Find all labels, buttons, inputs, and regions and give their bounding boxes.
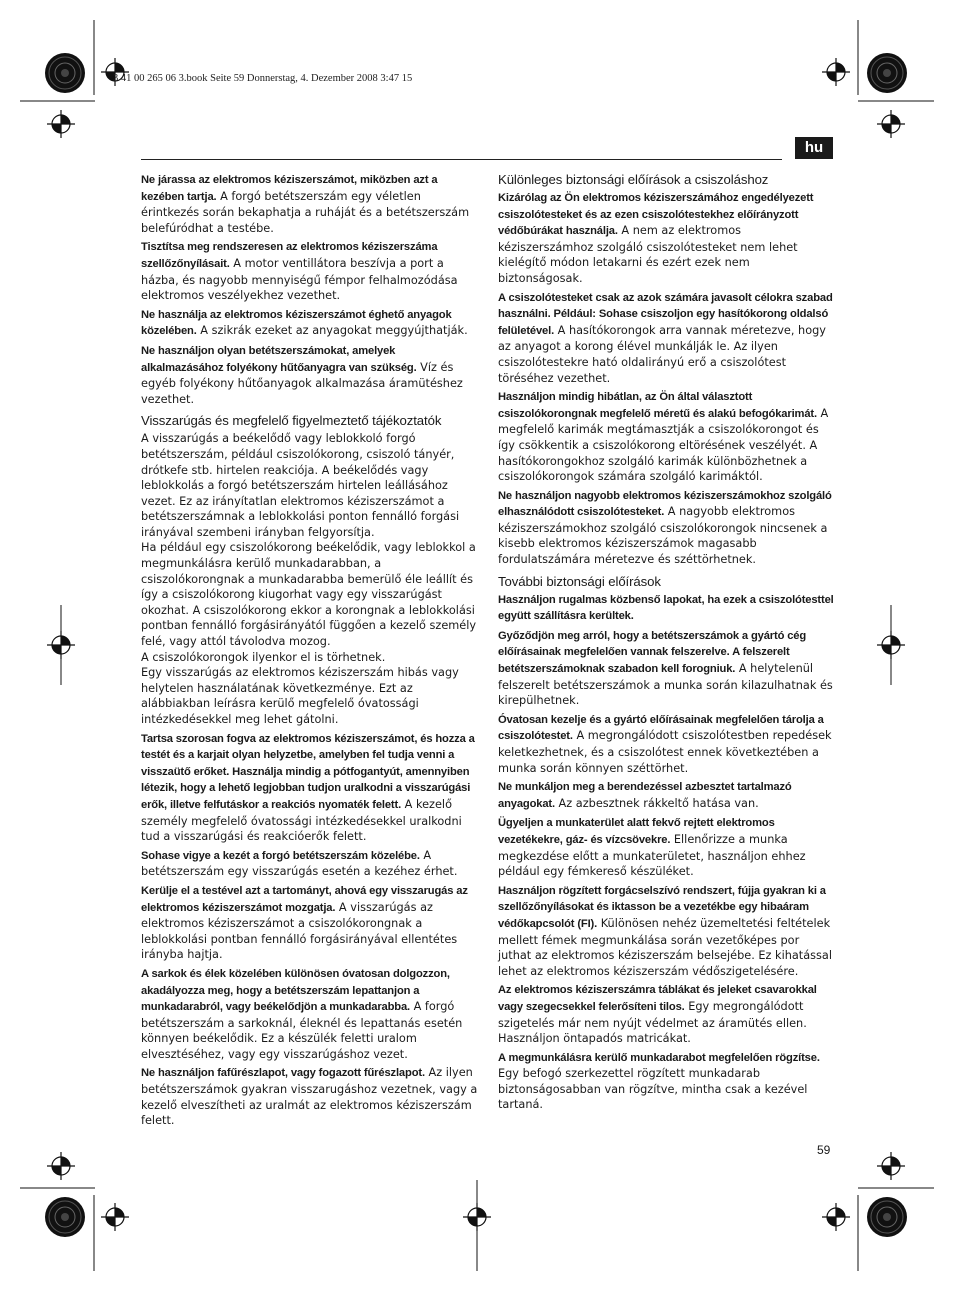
left-column — [141, 172, 479, 1132]
paragraph: Sohase vigye a kezét a forgó betétszerszám közelébe. A betétszerszám egy visszarúgás esetén a kezéhez érhet. — [141, 848, 458, 879]
paragraph: Ne használjon olyan betétszerszámokat, amelyek alkalmazásához folyékony hűtőanyagra van szükség. Víz és egyéb folyékony hűtőanyagok alkalmazása áramütéshez vezethet. — [141, 344, 463, 406]
paragraph: Használjon rugalmas közbenső lapokat, ha ezek a csiszolótesttel együtt szállításra kerültek. — [498, 593, 834, 623]
paragraph: Kizárólag az Ön elektromos kéziszerszámához engedélyezett csiszolótesteket és az ezen csiszolótestekhez előírányzott védőbúrákat használja. A nem az elektromos kéziszerszámhoz szolgáló csiszolótesteket nem lehet kielégítő módon letakarni és ezért ezek nem biztonságosak. — [498, 192, 814, 285]
paragraph: Ne járassa az elektromos kéziszerszámot, miközben azt a kezében tartja. A forgó betétszerszám egy véletlen érintkezés során bekaphatja a ruháját és a betétszerszám belefúródhat a testébe. — [141, 174, 470, 235]
paragraph: Egy visszarúgás az elektromos kéziszerszám hibás vagy helytelen használatának következménye. Ezt az alábbiakban leírásra kerülő megfelelő óvatossági intézkedésekkel meg lehet gátolni. — [141, 666, 459, 726]
file-info-header: 3 41 00 265 06 3.book Seite 59 Donnerstag, 4. Dezember 2008 3:47 15 — [113, 73, 413, 84]
right-column — [498, 172, 836, 1116]
paragraph: Használjon mindig hibátlan, az Ön által választott csiszolókorongnak megfelelő méretű és alakú befogókarimát. A megfelelő karimák megtámasztják a csiszolókorongot és így csökkentik a csiszolókorong eltörésének veszélyét. A hasítókorongokhoz szolgáló karimák különbözhetnek a csiszolókorongok számára szolgáló karimáktól. — [498, 391, 829, 484]
paragraph: Győződjön meg arról, hogy a betétszerszámok a gyártó cég előírásainak megfelelően vannak felszerelve. A felszerelt betétszerszámoknak szabadon kell forogniuk. A helytelenül felszerelt betétszerszámok a munka során kilazulhatnak és kirepülhetnek. — [498, 629, 833, 708]
paragraph: Ha például egy csiszolókorong beékelődik, vagy leblokkol a megmunkálásra kerülő munkadarabban, a csiszolókorongnak a munkadarabba bemerülő éle leállít és így a csiszolókorong kiugorhat vagy egy visszarúgást okozhat. A csiszolókorong ekkor a korongnak a leblokkolási pontban fennálló forgásirányától függően a kezelő személy felé, vagy attól távolodva mozog. — [141, 541, 477, 649]
paragraph: A megmunkálásra kerülő munkadarabot megfelelően rögzítse. Egy befogó szerkezettel rögzített munkadarab biztonságosabban van rögzítve, mintha csak a kezével tartaná. — [498, 1051, 820, 1112]
section-heading: Különleges biztonsági előírások a csiszoláshoz — [498, 172, 769, 187]
language-tab: hu — [795, 137, 833, 159]
paragraph: Ne használjon fafűrészlapot, vagy fogazott fűrészlapot. Az ilyen betétszerszámok gyakran visszarugáshoz vezetnek, vagy a kezelő elveszítheti az uralmát az elektromos kéziszerszám felett. — [141, 1066, 478, 1128]
paragraph: A csiszolókorongok ilyenkor el is törhetnek. — [141, 650, 386, 664]
paragraph: Tisztítsa meg rendszeresen az elektromos kéziszerszáma szellőzőnyílásait. A motor ventillátora beszívja a port a házba, és nagyobb mennyiségű fémpor felhalmozódása elektromos veszélyekhez vezethet. — [141, 241, 458, 303]
page-number: 59 — [817, 1143, 831, 1157]
section-heading: További biztonsági előírások — [498, 573, 661, 589]
header-rule — [141, 159, 782, 160]
paragraph: Ne használjon nagyobb elektromos kéziszerszámokhoz szolgáló elhasználódott csiszolótesteket. A nagyobb elektromos kéziszerszámokhoz szolgáló csiszolókorongok nincsenek a kisebb elektromos kéziszerszámok magasabb fordulatszámára méretezve és széttörhetnek. — [498, 489, 832, 567]
paragraph: Ügyeljen a munkaterület alatt fekvő rejtett elektromos vezetékekre, gáz- és vízcsövekre. Ellenőrizze a munka megkezdése előtt a munkaterületet, használjon ehhez például egy fémkereső készüléket. — [498, 817, 806, 879]
paragraph: A visszarúgás a beékelődő vagy leblokkoló forgó betétszerszám, például csiszolókorong, csiszoló tányér, drótkefe stb. hirtelen reakciója. A beékelődés vagy leblokkolás a forgó betétszerszám hirtelen leállásához vezet. Ez az irányítatlan elektromos kéziszerszámot a betétszerszámnak a leblokkolási ponton fennálló forgási irányával szembeni irányban felgyorsítja. — [141, 432, 460, 539]
paragraph: Ne munkáljon meg a berendezéssel azbesztet tartalmazó anyagokat. Az azbesztnek rákkeltő hatása van. — [498, 781, 792, 810]
paragraph: Kerülje el a testével azt a tartományt, ahová egy visszarugás az elektromos kéziszerszámot mozgatja. A visszarúgás az elektromos kéziszerszámot a csiszolókorongnak a leblokkolási pontban fennálló forgásirányával ellentétes irányba hajtja. — [141, 884, 468, 962]
paragraph: Használjon rögzített forgácselszívó rendszert, fújja gyakran ki a szellőzőnyílásokat és iktasson be a vezetékbe egy hibaáram védőkapcsolót (FI). Különösen nehéz üzemeltetési feltételek mellett fémek megmunkálása során vezetőképes por juthat az elektromos kéziszerszám belsejébe. Ez kihatással lehet az elektromos kéziszerszám védőszigetelésére. — [498, 884, 832, 978]
paragraph: A csiszolótesteket csak az azok számára javasolt célokra szabad használni. Például: Sohase csiszoljon egy hasítókorong oldalsó felületével. A hasítókorongok arra vannak méretezve, hogy az anyagot a korong élével munkálják le. Az ilyen csiszolótestekre ható oldalirányú erő a csiszolótest töréséhez vezethet. — [498, 291, 833, 385]
paragraph: Tartsa szorosan fogva az elektromos kéziszerszámot, és hozza a testét és a karjait olyan helyzetbe, amelyben fel tudja venni a visszaütő erőket. Használja mindig a pótfogantyút, amennyiben létezik, hogy a lehető legjobban tudjon uralkodni a visszarúgási erők, illetve felfutáskor a reakciós nyomaték felett. A kezelő személy megfelelő óvatossági intézkedésekkel uralkodni tud a visszarúgási és reakcióerők felett. — [141, 732, 475, 844]
paragraph: Az elektromos kéziszerszámra táblákat és jeleket csavarokkal vagy szegecsekkel felerősíteni tilos. Egy megrongálódott szigetelés már nem nyújt védelmet az áramütés ellen. Használjon öntapadós matricákat. — [498, 984, 817, 1046]
section-heading: Visszarúgás és megfelelő figyelmeztető tájékoztatók — [141, 413, 442, 429]
paragraph: A sarkok és élek közelében különösen óvatosan dolgozzon, akadályozza meg, hogy a betétszerszám lepattanjon a munkadarabról, vagy beékelődjön a munkadarabba. A forgó betétszerszám a sarkoknál, éleknél és lepattanás esetén könnyen beékelődik. Ez a készülék feletti uralom elvesztéséhez, vagy egy visszarúgáshoz vezet. — [141, 967, 463, 1061]
paragraph: Ne használja az elektromos kéziszerszámot éghető anyagok közelében. A szikrák ezeket az anyagokat meggyújthatják. — [141, 308, 468, 338]
paragraph: Óvatosan kezelje és a gyártó előírásainak megfelelően tárolja a csiszolótestet. A megrongálódott csiszolótestben repedések keletkezhetnek, és a csiszolótest ennek következtében a munka során könnyen széttörhet. — [498, 713, 832, 775]
